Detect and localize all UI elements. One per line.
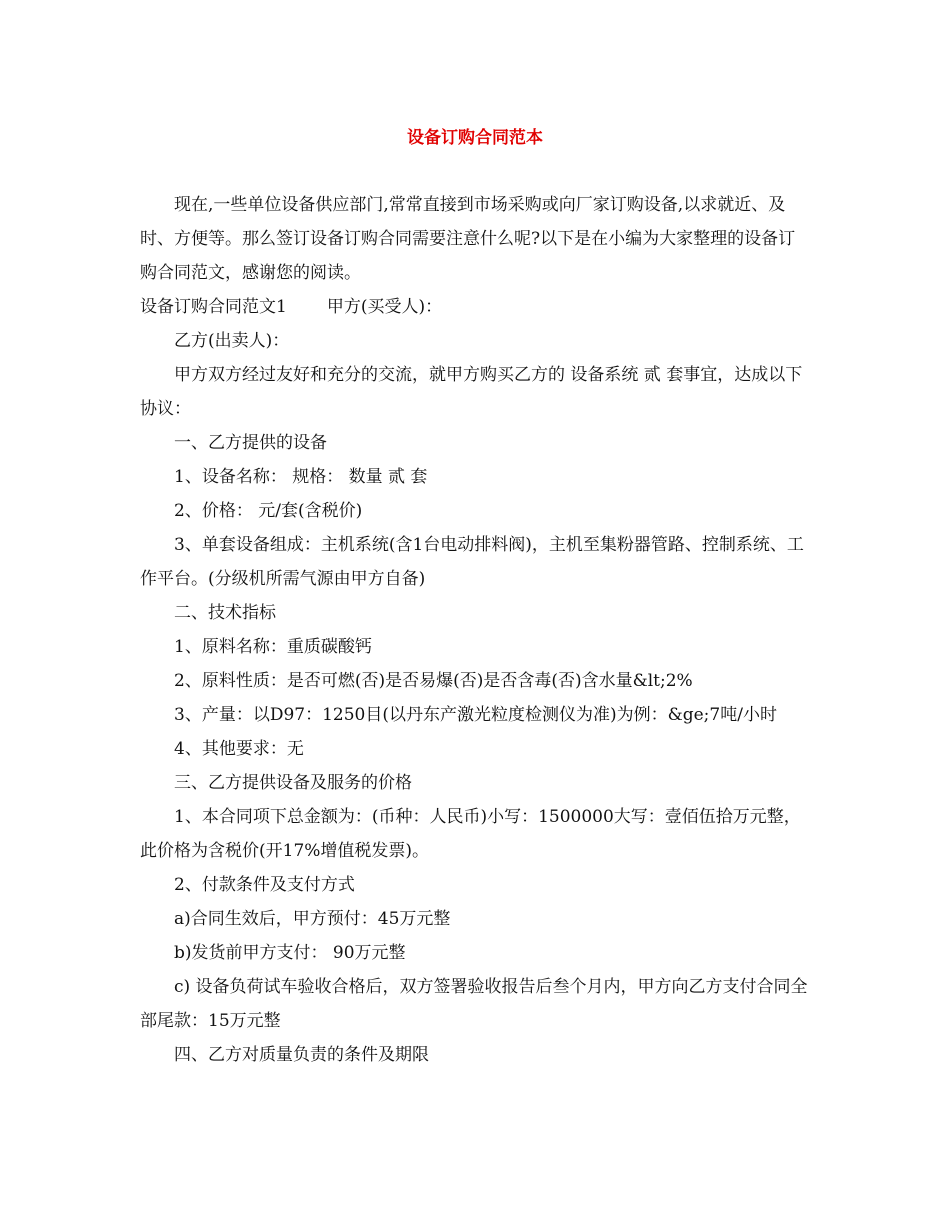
section-heading-1: 一、乙方提供的设备: [174, 433, 327, 453]
list-item: a)合同生效后，甲方预付：45万元整: [174, 909, 451, 929]
contract-heading: 设备订购合同范文1: [140, 297, 287, 317]
section-heading-2: 二、技术指标: [174, 603, 276, 623]
party-b-label: 乙方(出卖人)：: [174, 331, 290, 351]
list-item: 1、本合同项下总金额为：(币种：人民币)小写：1500000大写：壹佰伍拾万元整，此价格为含税价(开17%增值税发票)。: [140, 807, 801, 861]
intro-paragraph: 现在,一些单位设备供应部门,常常直接到市场采购或向厂家订购设备,以求就近、及时、方便等。那么签订设备订购合同需要注意什么呢?以下是在小编为大家整理的设备订购合同范文，感谢您的阅读。: [140, 195, 796, 283]
contract-heading-line: [140, 290, 812, 324]
party-a-label: 甲方(买受人)：: [326, 297, 443, 317]
list-item: 2、付款条件及支付方式: [174, 875, 355, 895]
list-item: 2、原料性质：是否可燃(否)是否易爆(否)是否含毒(否)含水量&lt;2%: [174, 671, 693, 691]
list-item: b)发货前甲方支付： 90万元整: [174, 943, 406, 963]
list-item: 1、设备名称： 规格： 数量 贰 套: [174, 467, 428, 487]
list-item: 4、其他要求：无: [174, 739, 304, 759]
section-heading-4: 四、乙方对质量负责的条件及期限: [174, 1045, 429, 1065]
list-item: c) 设备负荷试车验收合格后，双方签署验收报告后叁个月内，甲方向乙方支付合同全部尾款：15万元整: [140, 977, 808, 1031]
section-heading-3: 三、乙方提供设备及服务的价格: [174, 773, 412, 793]
list-item: 3、单套设备组成：主机系统(含1台电动排料阀)，主机至集粉器管路、控制系统、工作平台。(分级机所需气源由甲方自备): [140, 535, 804, 589]
document-body: [140, 188, 812, 1072]
agreement-paragraph: 甲方双方经过友好和充分的交流，就甲方购买乙方的 设备系统 贰 套事宜，达成以下协议：: [140, 365, 803, 419]
list-item: 2、价格： 元/套(含税价): [174, 501, 363, 521]
list-item: 3、产量：以D97：1250目(以丹东产激光粒度检测仪为准)为例：&ge;7吨/小时: [174, 705, 777, 725]
document-title: 设备订购合同范本: [407, 128, 543, 148]
list-item: 1、原料名称：重质碳酸钙: [174, 637, 372, 657]
